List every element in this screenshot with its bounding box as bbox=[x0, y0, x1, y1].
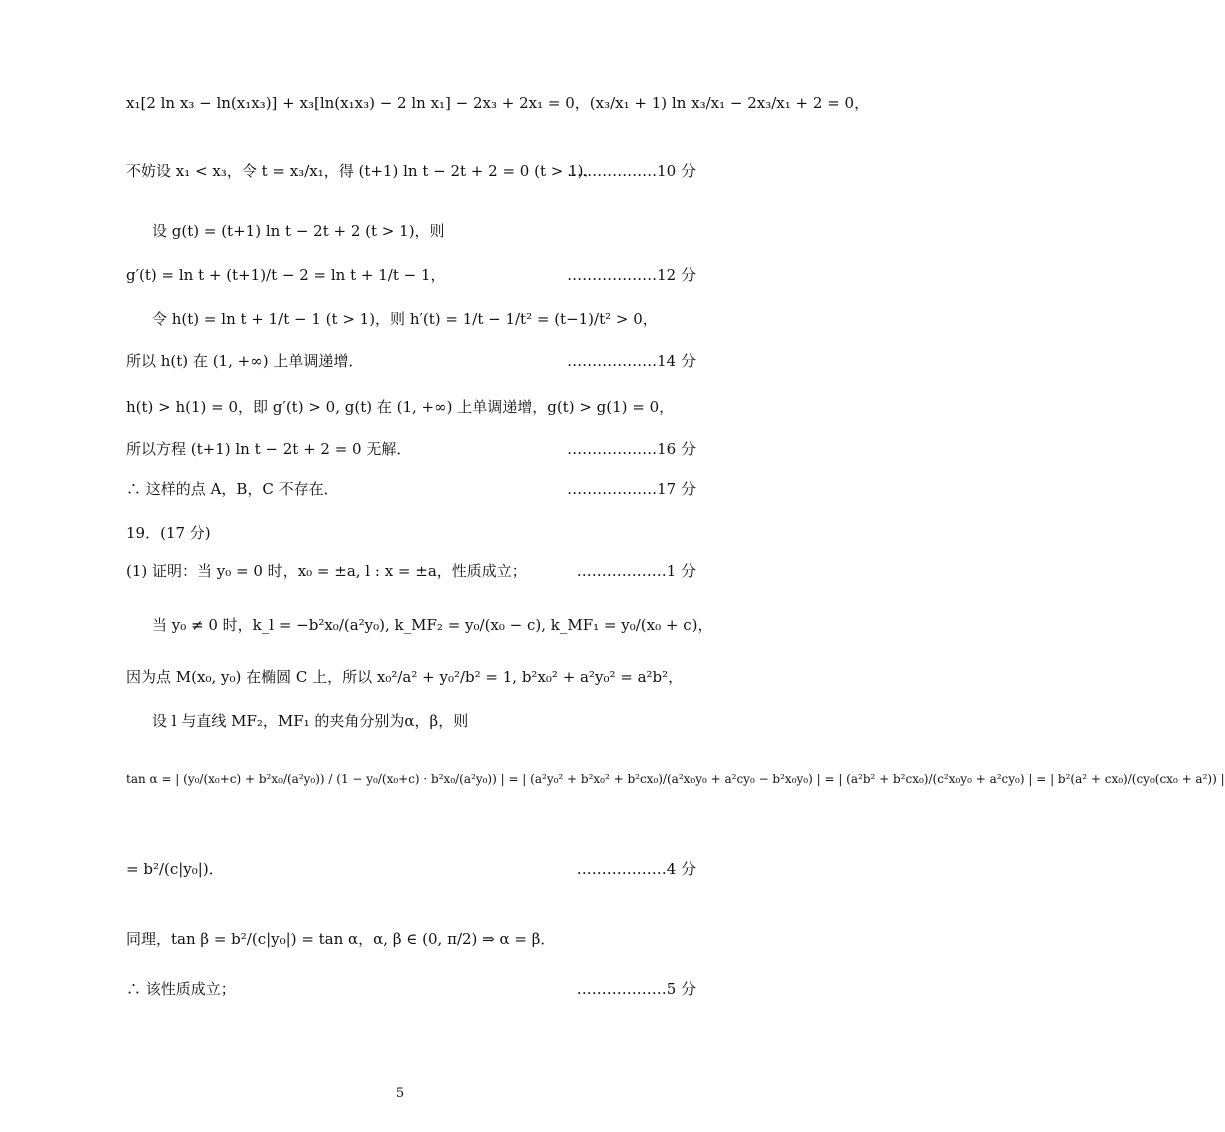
proof-line-9 bbox=[0, 478, 800, 518]
proof-line-16 bbox=[0, 858, 800, 898]
line-text: 19．(17 分) bbox=[126, 524, 211, 542]
line-text: tan α = | (y₀/(x₀+c) + b²x₀/(a²y₀)) / (1 − y₀/(x₀+c) · b²x₀/(a²y₀)) | = | (a²y₀² + b²x₀² + b²cx₀)/(a²x₀y₀ + a²cy₀ − b²x₀y₀) | = | (a²b² + b²cx₀)/(c²x₀y₀ + a²cy₀) | = | b²(a² + cx₀)/(cy₀(cx₀ + a²)) | bbox=[126, 772, 1225, 786]
proof-line-5 bbox=[0, 308, 800, 348]
page-number: 5 bbox=[395, 1086, 405, 1101]
line-text: x₁[2 ln x₃ − ln(x₁x₃)] + x₃[ln(x₁x₃) − 2 ln x₁] − 2x₃ + 2x₁ = 0，(x₃/x₁ + 1) ln x₃/x₁ − 2x₃/x₁ + 2 = 0， bbox=[126, 94, 870, 112]
score-label: ………………17 分 bbox=[567, 480, 696, 498]
score-label: ………………1 分 bbox=[576, 562, 696, 580]
line-text: ∴ 这样的点 A，B，C 不存在． bbox=[126, 480, 339, 498]
line-text: 令 h(t) = ln t + 1/t − 1 (t > 1)，则 h′(t) = 1/t − 1/t² = (t−1)/t² > 0， bbox=[152, 310, 658, 328]
line-text: 同理，tan β = b²/(c|y₀|) = tan α，α, β ∈ (0, π/2) ⇒ α = β． bbox=[126, 930, 556, 948]
proof-line-1 bbox=[0, 92, 870, 132]
score-label: ………………4 分 bbox=[576, 860, 696, 878]
proof-line-17 bbox=[0, 928, 800, 968]
score-label: ………………16 分 bbox=[567, 440, 696, 458]
proof-line-11 bbox=[0, 560, 800, 600]
line-text: 不妨设 x₁ < x₃，令 t = x₃/x₁，得 (t+1) ln t − 2t + 2 = 0 (t > 1)． bbox=[126, 162, 599, 180]
proof-line-3 bbox=[0, 220, 800, 260]
proof-line-13 bbox=[0, 666, 800, 706]
proof-line-7 bbox=[0, 396, 800, 436]
line-text: 所以 h(t) 在 (1, +∞) 上单调递增． bbox=[126, 352, 364, 370]
proof-line-18 bbox=[0, 978, 800, 1018]
proof-line-12 bbox=[0, 614, 800, 654]
proof-line-8 bbox=[0, 438, 800, 478]
line-text: 设 g(t) = (t+1) ln t − 2t + 2 (t > 1)，则 bbox=[152, 222, 445, 240]
proof-line-15 bbox=[0, 772, 1225, 862]
line-text: 设 l 与直线 MF₂，MF₁ 的夹角分别为α，β，则 bbox=[152, 712, 469, 730]
score-label: ………………14 分 bbox=[567, 352, 696, 370]
proof-line-6 bbox=[0, 350, 800, 390]
line-text: = b²/(c|y₀|)． bbox=[126, 860, 224, 878]
question-heading bbox=[0, 522, 800, 562]
line-text: (1) 证明：当 y₀ = 0 时，x₀ = ±a, l : x = ±a，性质成立； bbox=[126, 562, 527, 580]
score-label: ………………5 分 bbox=[576, 980, 696, 998]
score-label: ………………12 分 bbox=[567, 266, 696, 284]
proof-line-2 bbox=[0, 160, 800, 200]
line-text: 当 y₀ ≠ 0 时，k_l = −b²x₀/(a²y₀), k_MF₂ = y₀/(x₀ − c), k_MF₁ = y₀/(x₀ + c)， bbox=[152, 616, 713, 634]
score-label: ………………10 分 bbox=[567, 162, 696, 180]
line-text: h(t) > h(1) = 0，即 g′(t) > 0, g(t) 在 (1, +∞) 上单调递增，g(t) > g(1) = 0， bbox=[126, 398, 675, 416]
line-text: ∴ 该性质成立； bbox=[126, 980, 236, 998]
line-text: g′(t) = ln t + (t+1)/t − 2 = ln t + 1/t − 1， bbox=[126, 266, 446, 284]
line-text: 所以方程 (t+1) ln t − 2t + 2 = 0 无解． bbox=[126, 440, 412, 458]
proof-line-14 bbox=[0, 710, 800, 750]
line-text: 因为点 M(x₀, y₀) 在椭圆 C 上，所以 x₀²/a² + y₀²/b² = 1, b²x₀² + a²y₀² = a²b²， bbox=[126, 668, 684, 686]
proof-line-4 bbox=[0, 264, 800, 304]
